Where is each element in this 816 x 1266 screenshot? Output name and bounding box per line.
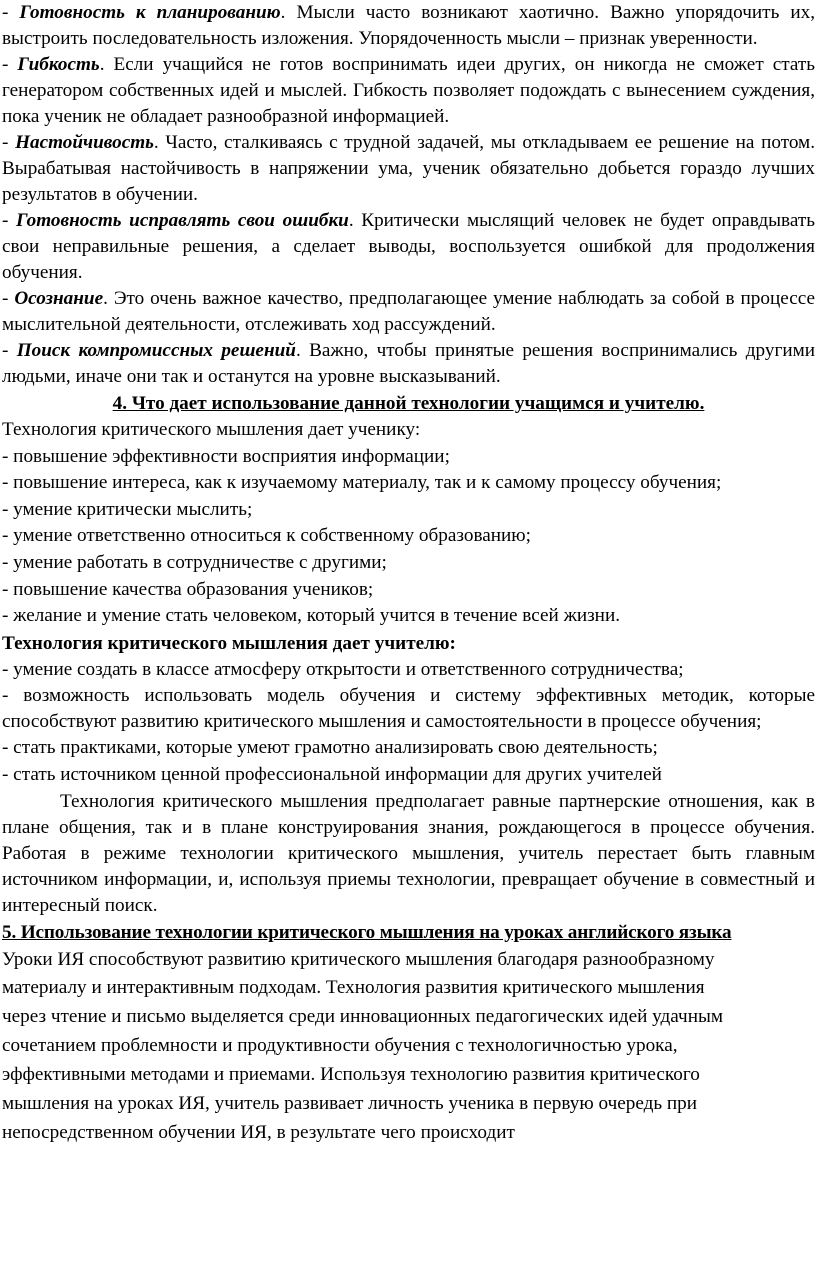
list-item: - желание и умение стать человеком, который учится в течение всей жизни.: [2, 605, 621, 627]
body-line: Уроки ИЯ способствуют развитию критического мышления благодаря разнообразному: [2, 948, 715, 970]
body-line: через чтение и письмо выделяется среди инновационных педагогических идей удачным: [2, 1006, 724, 1028]
list-item: - умение критически мыслить;: [2, 498, 253, 520]
body-line: эффективными методами и приемами. Используя технологию развития критического: [2, 1064, 700, 1086]
list-item: - повышение качества образования учеников;: [2, 578, 374, 600]
quality-awareness: - Осознание. Это очень важное качество, предполагающее умение наблюдать за собой в процессе мыслительной деятельности, отслеживать ход рассуждений.: [2, 288, 815, 335]
section-4-heading: 4. Что дает использование данной технологии учащимся и учителю.: [112, 393, 705, 414]
quality-planning: - Готовность к планированию. Мысли часто возникают хаотично. Важно упорядочить их, выстроить последовательность изложения. Упорядоченность мысли – признак уверенности.: [2, 2, 815, 49]
quality-term: Гибкость: [17, 54, 100, 75]
list-item: - повышение эффективности восприятия информации;: [2, 445, 450, 467]
quality-term: Осознание: [14, 288, 104, 309]
list-item: - умение создать в классе атмосферу открытости и ответственного сотрудничества;: [2, 658, 684, 680]
quality-term: Настойчивость: [15, 132, 154, 153]
quality-term: Готовность исправлять свои ошибки: [16, 210, 349, 231]
quality-text: . Если учащийся не готов воспринимать идеи других, он никогда не сможет стать генератором собственных идей и мыслей. Гибкость позволяет подождать с вынесением суждения, пока ученик не обладает разнообразной информацией.: [2, 54, 816, 127]
section-4-summary: Технология критического мышления предполагает равные партнерские отношения, как в плане общения, так и в плане конструирования знания, рождающегося в процессе обучения. Работая в режиме технологии критического мышления, учитель перестает быть главным источником информации, и, используя приемы технологии, превращает обучение в совместный и интересный поиск.: [2, 790, 815, 916]
student-benefits-list: [2, 444, 815, 630]
body-line: сочетанием проблемности и продуктивности обучения с технологичностью урока,: [2, 1035, 678, 1057]
list-item: - возможность использовать модель обучения и систему эффективных методик, которые способствуют развитию критического мышления и самостоятельности в процессе обучения;: [2, 685, 815, 733]
quality-fix-mistakes: - Готовность исправлять свои ошибки. Критически мыслящий человек не будет оправдывать свои неправильные решения, а сделает выводы, воспользуется ошибкой для продолжения обучения.: [2, 210, 816, 283]
teacher-benefits-intro: Технология критического мышления дает учителю:: [2, 632, 456, 654]
quality-text: . Это очень важное качество, предполагающее умение наблюдать за собой в процессе мыслительной деятельности, отслеживать ход рассуждений.: [2, 288, 815, 335]
qualities-list: [2, 0, 815, 390]
list-item: - стать практиками, которые умеют грамотно анализировать свою деятельность;: [2, 737, 658, 759]
section-5-body: [2, 946, 815, 1148]
quality-term: Готовность к планированию: [19, 2, 281, 23]
list-item: - повышение интереса, как к изучаемому материалу, так и к самому процессу обучения;: [2, 472, 722, 494]
list-item: - стать источником ценной профессиональной информации для других учителей: [2, 763, 662, 785]
quality-compromise: - Поиск компромиссных решений. Важно, чтобы принятые решения воспринимались другими людьми, иначе они так и останутся на уровне высказываний.: [2, 340, 815, 387]
quality-text: . Мысли часто возникают хаотично. Важно упорядочить их, выстроить последовательность изложения. Упорядоченность мысли – признак уверенности.: [2, 2, 815, 49]
quality-term: Поиск компромиссных решений: [16, 340, 296, 361]
section-5-heading: 5. Использование технологии критического мышления на уроках английского языка: [2, 921, 732, 943]
body-line: непосредственном обучении ИЯ, в результате чего происходит: [2, 1121, 515, 1143]
teacher-benefits-list: [2, 657, 815, 789]
student-benefits-intro: Технология критического мышления дает ученику:: [2, 419, 421, 440]
body-line: мышления на уроках ИЯ, учитель развивает личность ученика в первую очередь при: [2, 1093, 698, 1115]
body-line: материалу и интерактивным подходам. Технология развития критического мышления: [2, 977, 705, 999]
list-item: - умение работать в сотрудничестве с другими;: [2, 551, 387, 573]
quality-flexibility: - Гибкость. Если учащийся не готов воспринимать идеи других, он никогда не сможет стать генератором собственных идей и мыслей. Гибкость позволяет подождать с вынесением суждения, пока ученик не обладает разнообразной информацией.: [2, 54, 816, 127]
quality-persistence: - Настойчивость. Часто, сталкиваясь с трудной задачей, мы откладываем ее решение на потом. Вырабатывая настойчивость в напряжении ума, ученик обязательно добьется гораздо лучших результатов в обучении.: [2, 132, 815, 205]
quality-text: . Часто, сталкиваясь с трудной задачей, мы откладываем ее решение на потом. Вырабатывая настойчивость в напряжении ума, ученик обязательно добьется гораздо лучших результатов в обучении.: [2, 132, 815, 205]
quality-text: . Важно, чтобы принятые решения воспринимались другими людьми, иначе они так и останутся на уровне высказываний.: [2, 340, 815, 387]
quality-text: . Критически мыслящий человек не будет оправдывать свои неправильные решения, а сделает выводы, воспользуется ошибкой для продолжения обучения.: [2, 210, 816, 283]
list-item: - умение ответственно относиться к собственному образованию;: [2, 525, 531, 547]
